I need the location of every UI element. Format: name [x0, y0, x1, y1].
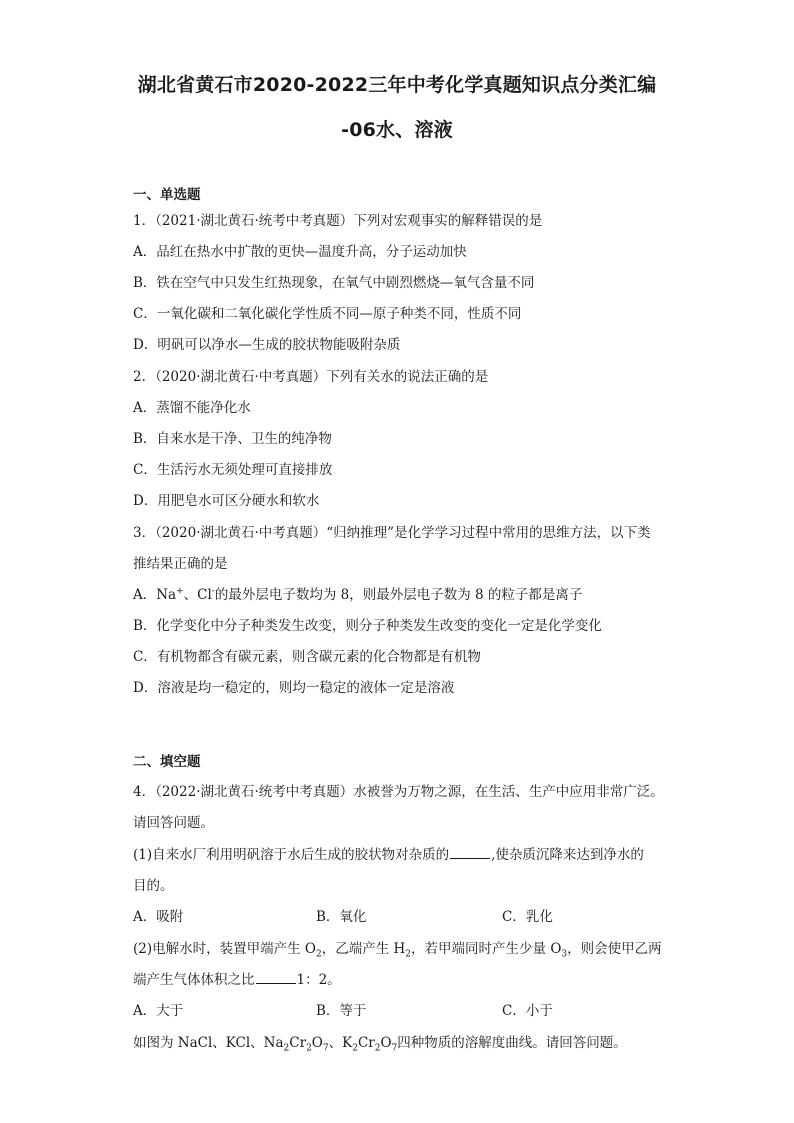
q3-option-c: C．有机物都含有碳元素，则含碳元素的化合物都是有机物: [133, 649, 481, 665]
q4-p2-sub2: 2: [405, 949, 412, 960]
q4-stem-line2: 请回答问题。: [133, 815, 214, 831]
q4-p2-option-a: A．大于: [133, 1003, 184, 1019]
q4-p2-sub3: 3: [561, 949, 568, 960]
q4-figure-caption: [133, 1034, 673, 1052]
q4-p2-sub1: 2: [315, 949, 322, 960]
fig-post: 四种物质的溶解度曲线。请回答问题。: [397, 1035, 627, 1051]
q1-option-d: D．明矾可以净水—生成的胶状物能吸附杂质: [133, 337, 401, 353]
q4-p2-line2-pre: 端产生气体体积之比: [133, 972, 255, 988]
q3-option-d: D．溶液是均一稳定的，则均一稳定的液体一定是溶液: [133, 680, 455, 696]
doc-title-line1: 湖北省黄石市2020-2022三年中考化学真题知识点分类汇编: [137, 74, 657, 96]
q4-p2-d: ，则会使甲乙两: [567, 941, 662, 957]
q4-p1-option-c: C．乳化: [502, 909, 553, 925]
q4-p2-option-b: B．等于: [316, 1003, 367, 1019]
fig-m4: Cr: [357, 1035, 375, 1051]
fig-m5: O: [380, 1035, 392, 1051]
q1-option-a: A．品红在热水中扩散的更快—温度升高，分子运动加快: [133, 244, 467, 260]
q4-stem-line1: 4．（2022·湖北黄石·统考中考真题）水被誉为万物之源，在生活、生产中应用非常广泛。: [133, 784, 664, 800]
fig-m1: Cr: [289, 1035, 307, 1051]
fig-s3: 7: [322, 1043, 329, 1054]
fig-s5: 2: [374, 1043, 381, 1054]
q1-option-c: C．一氧化碳和二氧化碳化学性质不同—原子种类不同，性质不同: [133, 306, 522, 322]
q3-a-mid: 、Cl: [183, 587, 212, 603]
fig-s2: 2: [306, 1043, 312, 1054]
section-heading-single-choice: 一、单选题: [133, 187, 201, 203]
q4-p2-option-c: C．小于: [502, 1003, 553, 1019]
q4-p1-blank[interactable]: [450, 846, 490, 859]
q3-option-b: B．化学变化中分子种类发生改变，则分子种类发生改变的变化一定是化学变化: [133, 618, 602, 634]
q4-p2-c: ，若甲端同时产生少量 O: [411, 941, 562, 957]
q3-a-sup2: -: [211, 586, 215, 597]
q2-stem: 2．（2020·湖北黄石·中考真题）下列有关水的说法正确的是: [133, 369, 489, 385]
fig-s6: 7: [391, 1043, 398, 1054]
doc-title-line2: -06水、溶液: [341, 119, 453, 141]
q1-stem: 1．（2021·湖北黄石·统考中考真题）下列对宏观事实的解释错误的是: [133, 213, 543, 229]
q4-part2-line2: [133, 971, 673, 989]
q3-a-sup1: +: [176, 586, 184, 597]
q4-p1-option-a: A．吸附: [133, 909, 184, 925]
q2-option-a: A．蒸馏不能净化水: [133, 400, 251, 416]
q3-stem-line2: 推结果正确的是: [133, 556, 228, 572]
q4-p1-option-b: B．氧化: [316, 909, 367, 925]
fig-pre: 如图为 NaCl、KCl、Na: [133, 1035, 284, 1051]
q3-a-pre: A．Na: [133, 587, 177, 603]
fig-s4: 2: [352, 1043, 358, 1054]
q4-p2-blank[interactable]: [256, 971, 296, 984]
q4-part2-line1: [133, 940, 673, 958]
q3-a-post: 的最外层电子数均为 8，则最外层电子数为 8 的粒子都是离子: [214, 587, 583, 603]
section-heading-fill-in: 二、填空题: [133, 754, 201, 770]
q4-part1-line2: 目的。: [133, 878, 174, 894]
q4-part1-line1: [133, 846, 673, 864]
q1-option-b: B．铁在空气中只发生红热现象，在氧气中剧烈燃烧—氧气含量不同: [133, 275, 535, 291]
q4-p2-line2-post: 1：2。: [296, 972, 341, 988]
q2-option-c: C．生活污水无须处理可直接排放: [133, 462, 333, 478]
q2-option-b: B．自来水是干净、卫生的纯净物: [133, 431, 332, 447]
q4-p2-a: (2)电解水时，装置甲端产生 O: [133, 941, 316, 957]
q4-p1-pre: (1)自来水厂利用明矾溶于水后生成的胶状物对杂质的: [133, 847, 450, 863]
q4-p1-post: ,使杂质沉降来达到净水的: [491, 847, 644, 863]
q4-p2-b: ，乙端产生 H: [321, 941, 406, 957]
q3-stem-line1: 3．（2020·湖北黄石·中考真题）“归纳推理”是化学学习过程中常用的思维方法，以下类: [133, 525, 651, 541]
fig-s1: 2: [283, 1043, 290, 1054]
fig-m2: O: [311, 1035, 323, 1051]
q3-option-a: [133, 586, 673, 604]
q2-option-d: D．用肥皂水可区分硬水和软水: [133, 493, 320, 509]
fig-m3: 、K: [328, 1035, 353, 1051]
